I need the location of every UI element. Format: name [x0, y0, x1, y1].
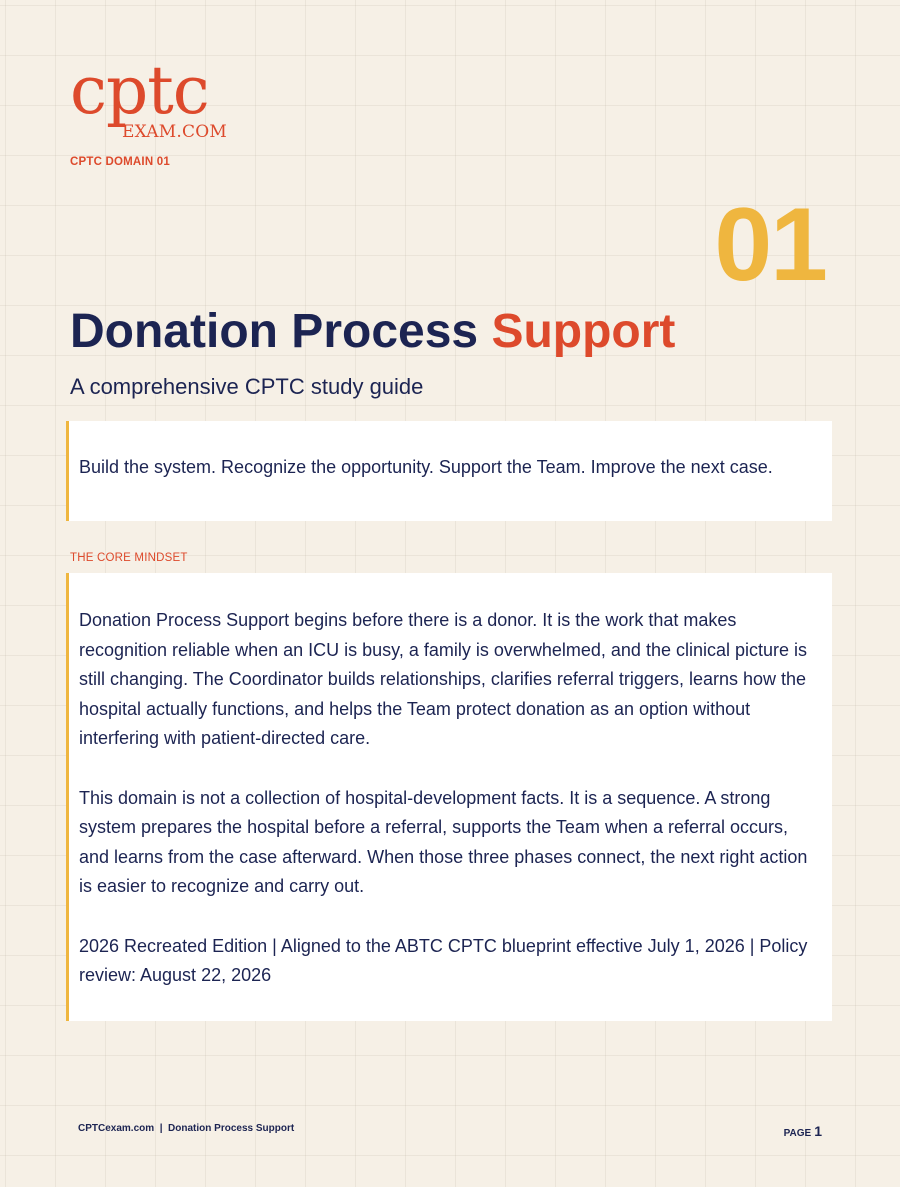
domain-number: 01	[714, 187, 826, 303]
footer-source	[78, 1123, 294, 1134]
page-title	[70, 304, 675, 360]
footer-source-text: CPTCexam.com | Donation Process Support	[78, 1123, 295, 1134]
domain-kicker: CPTC DOMAIN 01	[70, 156, 170, 168]
title-accent: Support	[491, 305, 676, 358]
page-number: 1	[814, 1123, 822, 1139]
edition-note: 2026 Recreated Edition | Aligned to the ABTC CPTC blueprint effective July 1, 2026 | Policy review: August 22, 2026	[79, 935, 808, 985]
core-mindset-callout	[66, 573, 832, 1021]
cptc-exam-logo	[70, 52, 250, 148]
logo-wordmark: cptc	[70, 52, 209, 129]
page-subtitle: A comprehensive CPTC study guide	[70, 374, 424, 399]
logo-subtext: EXAM.COM	[122, 122, 227, 142]
page-label: PAGE	[783, 1128, 812, 1139]
title-main: Donation Process	[70, 305, 479, 358]
page-indicator	[784, 1123, 822, 1139]
tagline-text: Build the system. Recognize the opportunity. Support the Team. Improve the next case.	[79, 457, 773, 477]
section-label: THE CORE MINDSET	[70, 552, 188, 564]
tagline-callout	[66, 421, 832, 521]
paragraph-1: Donation Process Support begins before there is a donor. It is the work that makes recognition reliable when an ICU is busy, a family is overwhelmed, and the clinical picture is still changing. The Coordinator builds relationships, clarifies referral triggers, learns how the hospital actually functions, and helps the Team protect donation as an option without interfering with patient-directed care.	[79, 610, 808, 748]
paragraph-2: This domain is not a collection of hospital-development facts. It is a sequence. A strong system prepares the hospital before a referral, supports the Team when a referral occurs, and learns from the case afterward. When those three phases connect, the next right action is easier to recognize and carry out.	[79, 787, 808, 896]
